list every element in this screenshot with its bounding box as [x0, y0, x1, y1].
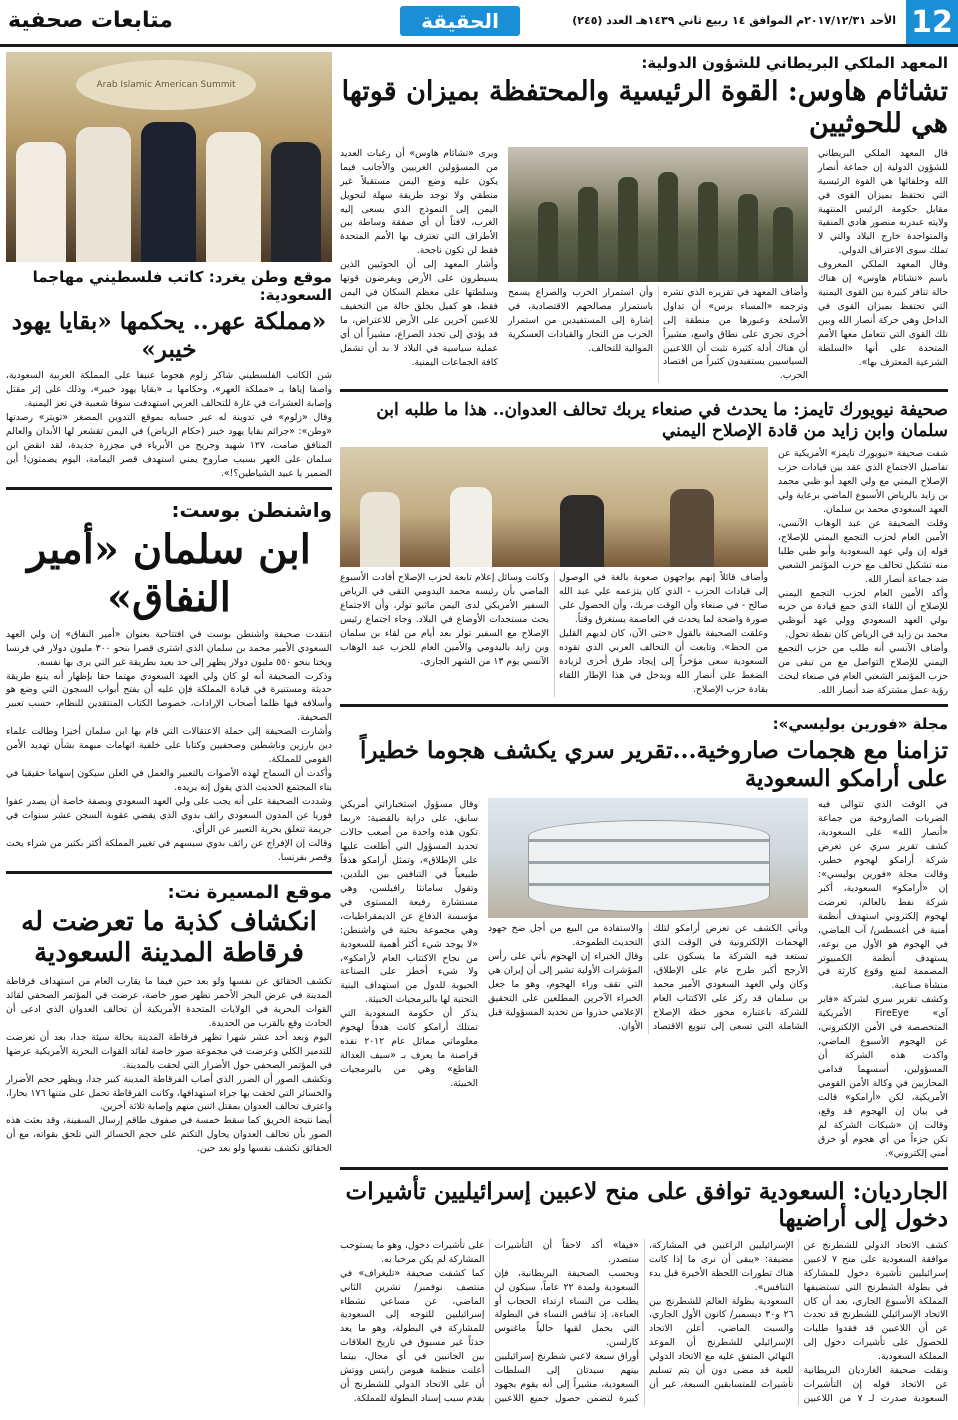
paragraph: قال المعهد الملكي البريطاني للشؤون الدولية إن جماعة أنصار الله وحلفائها هي القوة الرئيسية التي تحتفظ بميزان القوى في مقابل حكومة الرئيس المنتهية ولايته عبدربه منصور هادي المنفية والمتواجدة خارج البلاد والتي لا تملك سوى الاعتراف الدولي.	[818, 147, 948, 257]
article-supertitle: موقع المسيرة نت:	[167, 881, 332, 903]
paragraph: وقال المعهد الملكي المعروف باسم «تشاثام هاوس» إن هناك حالة تنافر كبيرة بين القوى اليمنية التي تحتفظ بميزان القوى في الداخل وهي حركة أنصار الله وبين تلك القوى التي تتعامل معها الأمم المتحدة على أنها «السلطة الشرعية المعترف بها».	[818, 259, 948, 368]
article-almasirah	[6, 882, 332, 1163]
paragraph: وأن استمرار الحرب والصراع يسمح باستمرار مصالحهم الاقتصادية، في إشارة إلى المستفيدين من استمرار الحرب من التجار والقيادات العسكرية الموالية للتحالف.	[508, 286, 653, 354]
paragraph: تكشف الحقائق عن نفسها ولو بعد حين فيما ما يقارب العام من استهداف فرقاطة المدينة في عرض البحر الأحمر تظهر صور خاصة، عرضت في المؤتمر الصحفي لقائد القوات البحرية في الولايات المتحدة الأمريكية أن تحالف العدوان الذي ادعى أن الحادث وقع بالقرب من الحديدة.	[6, 976, 332, 1029]
article-supertitle: مجلة «فورين بوليسي»:	[772, 715, 948, 733]
paragraph: السعودية بطولة العالم للشطرنج بين ٢٦ و٣٠ ديسمبر/ كانون الأول الجاري، والسبت الماضي، أعلن الاتحاد الإسرائيلي للشطرنج أن الموعد النهائي المتفق عليه مع الاتحاد الدولي للعبة قد مضى دون أن يتم تسليم تأشيرات للمتسابقين السبعة، غير أن «فيفا» أكد لاحقاً أن التأشيرات ستصدر.	[494, 1239, 794, 1391]
article-headline: تشاثام هاوس: القوة الرئيسية والمحتفظة بميزان قوتها هي للحوثيين	[341, 76, 948, 140]
article-chatham-house	[340, 54, 948, 392]
paragraph: انتقدت صحيفة واشنطن بوست في افتتاحية بعنوان «أمير النفاق» إن ولي العهد السعودي الأمير محمد بن سلمان الذي اشترى قصرا بنحو ٣٠٠ مليون دولار في فرنسا ويختا بنحو ٥٥٠ مليون دولار يظهر إلى حد بعيد بطريقة غير التي يرى بها نفسه.	[6, 628, 333, 668]
article-body	[6, 628, 332, 865]
paragraph: وأضاف المعهد في تقريره الذي نشره وترجمه «المساء برس» أن تداول الأسلحة وعبورها من منطقة إلى أخرى تجري على نطاق واسع، مشيراً أن هناك أدلة كثيرة تثبت أن اللاعبين السياسيين يستفيدون كثيراً من اقتصاد الحرب.	[663, 286, 808, 382]
photo-column	[488, 798, 808, 1160]
paragraph: ويرى «تشاثام هاوس» أن رغبات العديد من المسؤولين الغربيين والأجانب فيما يكون عليه وضع اليمن مستقبلاً غير منطقي ولا توجد طريقة سهلة لتحويل اليمن إلى النموذج الذي يسعى إليه الغرب، لافتاً أن أي صفقة وساطة بين الأطراف التي تعترف بها الأمم المتحدة فقط لن تكون ناجحة.	[340, 147, 498, 257]
article-headline: تزامنا مع هجمات صاروخية...تقرير سري يكشف هجوما خطيراً على أرامكو السعودية	[359, 737, 948, 792]
paragraph: وقلت الصحيفة عن عبد الوهاب الآنسي، الأمين العام لحزب التجمع اليمني للإصلاح، قوله إن ولي عهد السعودية وأبو ظبي طلبا منه تشكيل تحالف مع حزب المؤتمر الشعبي ضد جماعة أنصار الله.	[778, 517, 948, 585]
article-supertitle: المعهد الملكي البريطاني للشؤون الدولية:	[641, 54, 948, 72]
summit-photo	[6, 52, 332, 262]
article-body	[6, 369, 332, 481]
article-body	[340, 1239, 948, 1406]
dateline: الأحد ٢٠١٧/١٢/٣١م الموافق ١٤ ربيع ثاني ١٤٣٩هـ العدد (٢٤٥)	[572, 14, 896, 27]
article-body	[508, 286, 808, 384]
article-body	[340, 571, 768, 696]
paragraph: وأكد الأمين العام لحزب التجمع اليمني للإصلاح أن اللقاء الذي جمع قيادة من حزبه بولي العهد السعودي وولي عهد أبوظبي محمد بن زايد في الرياض كان نقطة تحول.	[778, 587, 948, 641]
article-supertitle: واشنطن بوست:	[171, 497, 332, 522]
paragraph: أيضا نتيجة الحريق كما سقط خمسة في صفوف طاقم إرسال السفينة، وقد بعثت هذه الصور بأن تحالف العدوان يحاول التكتم على حجم الخسائر التي تلحق بقواته، مع أن الحقائق تكشف نفسها ولو بعد حين.	[6, 1115, 332, 1155]
article-headline: صحيفة نيويورك تايمز: ما يحدث في صنعاء يربك تحالف العدوان.. هذا ما طلبه ابن سلمان وابن زايد من قادة الإصلاح اليمني	[376, 400, 948, 441]
article-headline: «مملكة عهر.. يحكمها «بقايا يهود خيبر»	[11, 308, 327, 363]
article-headline: ابن سلمان «أمير النفاق»	[27, 525, 311, 621]
article-supertitle: موقع وطن يغرد: كاتب فلسطيني مهاجما السعودية:	[32, 268, 332, 304]
left-column	[6, 52, 332, 1170]
paragraph: وذكرت الصحيفة أنه لو كان ولي العهد السعودي مهتما حقا بإظهار أنه يتبع طريقة حديثة ومستنيرة في قيادة المملكة فإن عليه أن يفتح أبواب السجون التي وضع هو وأسلافه فيها ظلما أصحاب الإرادات، خصوصا الكتاب المنتقدين للنظام، حسب تعبير الصحيفة.	[6, 670, 332, 724]
main-column	[340, 52, 948, 1420]
article-foreign-policy	[340, 715, 948, 1170]
article-body	[340, 147, 498, 384]
newspaper-logo: الحقيقة	[400, 6, 520, 36]
article-headline: انكشاف كذبة ما تعرضت له فرقاطة المدينة السعودية	[21, 906, 317, 968]
paragraph: وأشار المعهد إلى أن الحوثيين الذين يسيطرون على الأرض ويفرضون قوتها وسلطتها على معظم السكان في اليمن فقط، هو كفيل بخلق حالة من التخفيف للاعبين آخرين على الأرض للاعتراض، ما قد يؤدي إلى تجدد الصراع، مشيراً أن أي عملية سياسية في البلاد لا بد أن تشمل كافة الجماعات اليمنية.	[340, 259, 498, 368]
paragraph: كما كشفت صحيفة «تليغراف» في منتصف نوفمبر/ تشرين الثاني الماضي، عن مساعي نشطاء إسرائيليين للتوجه إلى السعودية للمشاركة في البطولة، وهو ما يعد حدثاً غير مسبوق في تاريخ العلاقات بين الجانبين في أي مجال، بينما أعلنت منظمة هيومن رايتس ووتش أن على الاتحاد الدولي للشطرنج أن يقدم سبب إسناد البطولة للمملكة.	[340, 1267, 485, 1405]
article-guardian	[340, 1178, 948, 1412]
paragraph: وعلقت الصحيفة بالقول «حتى الآن، كان لديهم القليل من الحظ». وتابعت أن التحالف العربي الذي تقوده السعودية سعى مؤخراً إلى إيجاد طرق أخرى لزيادة الضغط على أنصار الله ويدخل في هذا الإطار اللقاء بقادة حزب الإصلاح.	[559, 627, 768, 695]
paragraph: اليوم وبعد أحد عشر شهرا تظهر فرقاطة المدينة بحالة سيئة جدا، بعد أن تعرضت للتدمير الكلي وعرضت في مجموعة صور خاصة لقائد القوات البحرية الأمريكية عرضها في المؤتمر الصحفي حول الأضرار التي لحقت بالمدينة.	[6, 1031, 332, 1071]
article-washington-post	[6, 498, 332, 874]
paragraph: شفت صحيفة «نيويورك تايمز» الأمريكية عن تفاصيل الاجتماع الذي عقد بين قيادات حزب الإصلاح اليمني مع ولي العهد أبو ظبي محمد بن زايد بالرياض الأسبوع الماضي برعاية ولي العهد السعودي محمد بن سلمان.	[778, 448, 948, 515]
paragraph: ويأتي الكشف عن تعرض أرامكو لتلك الهجمات الإلكترونية في الوقت الذي تستعد فيه الشركة ما يسكون على الأرجح أكبر طرح عام على الإطلاق، وكان ولي العهد السعودي الأمير محمد بن سلمان قد ركز على الاكتتاب العام للشركة باعتباره محور خطة الإصلاح الشاملة التي تسعى إلى تنويع الاقتصاد والاستفادة من البيع من أجل ضخ جهود التحديث الطموحة.	[488, 923, 808, 1032]
paragraph: وقال الخبراء إن الهجوم يأتي على رأس المؤشرات الأولية تشير إلى أن إيران هي التي تقف وراء الهجوم، وهو ما جعل الخبراء الآخرين المطلعين على التحقيق الإعلامي حذروا من تحديد المسؤولية قبل الأوان.	[488, 951, 643, 1032]
military-parade-photo	[508, 147, 808, 282]
photo-column	[508, 147, 808, 384]
paragraph: يذكر أن حكومة السعودية التي تمتلك أرامكو كانت هدفاً لهجوم معلوماتي مماثل عام ٢٠١٢ نفذه قراصنة ما يعرف بـ «سيف العدالة القاطع» وهي من بالبرمجيات الخبيثة.	[340, 1008, 479, 1089]
paragraph: وشددت الصحيفة على أنه يجب على ولي العهد السعودي وبصفة خاصة أن يصدر عفوا فوريا عن المدون السعودي رائف بدوي الذي يقضي عقوبة السجن عشر سنوات في جريمة تتعلق بحرية التعبير عن الرأي.	[6, 795, 332, 835]
paragraph: وقالت إن الإفراج عن رائف بدوي سيسهم في تغيير المملكة أكثر بكثير من شراء يخت وقصر بفرنسا.	[6, 837, 332, 863]
paragraph: وقال مسؤول استخباراتي أمريكي سابق، على دراية بالقضية: «ربما تكون هذه واحدة من أصعب حالات تحديد المسؤول التي أطلعت عليها على الإطلاق»، وتمثل أرامكو هدفاً طبيعياً في التنافس بين البلدين، وتقول سامانثا رافيلسن، وهي مستشارة رفيعة المستوى في مؤسسة الدفاع عن الديمقراطيات، وهي مجموعة بحثية في واشنطن: «لا يوجد شيء أكثر أهمية للسعودية من نجاح الاكتتاب العام لأرامكو»، ولا شيء أخطر على الصناعة الحيوية للدول من استهداف البنية التحتية لها بالبرمجيات الخبيثة.	[340, 799, 478, 1006]
oil-tank-illustration	[528, 820, 770, 912]
aramco-tank-photo	[488, 798, 808, 918]
article-body	[340, 798, 478, 1160]
summit-banner: Arab Islamic American Summit	[76, 60, 256, 110]
paragraph: ونقلت صحيفة الغارديان البريطانية عن الاتحاد قوله إن التأشيرات السعودية صدرت لـ ٧ من اللاعبين الإسرائيليين الراغبين في المشاركة، مضيفة: «يبقى أن نرى ما إذا كانت هناك تطورات اللحظة الأخيرة قبل بدء التنافس».	[649, 1239, 948, 1405]
article-body	[6, 975, 332, 1156]
photo-column	[340, 447, 768, 698]
article-body	[488, 922, 808, 1034]
paragraph: أوراق سبعة لاعبي شطرنج إسرائيليين بينهم سيدتان إلى السلطات السعودية، مشيراً إلى أنه يقوم بجهود كبيرة لتضمن حصول جميع اللاعبين على تأشيرات دخول، وهو ما يستوجب المشاركة لم يكن مرحبا به.	[340, 1239, 639, 1405]
paragraph: في الوقت الذي تتوالى فيه الضربات الصاروخية من جماعة «أنصار الله» على السعودية، كشف تقرير سري عن تعرض شركة أرامكو لهجوم خطير، وقالت مجلة «فورين بوليسي»: إن «أرامكو» السعودية، أكبر شركة نفط بالعالم، تعرضت لهجوم إلكتروني استهدف أنظمة أمنية في أغسطس/ آب الماضي، في الهجوم هو الأول من نوعه، يستهدف أنظمة الكمبيوتر المصممة لمنع وقوع كارثة في منشأة صناعية.	[818, 799, 948, 992]
paragraph: وكانت وسائل إعلام تابعة لحزب الإصلاح أفادت الأسبوع الماضي بأن رئيسه محمد اليدومي التقى في الرياض السفير الأمريكي لدى اليمن ماثيو تولر، وأن الاجتماع بحث مستجدات الأوضاع في البلاد. وجاء اجتماع رئيس الإصلاح مع السفير تولر بعد أيام من لقاء بن سلمان وبن زايد باليدومي والأمين العام للحزب عبد الوهاب الآنسي يوم ١٣ من الشهر الجاري.	[340, 572, 549, 667]
paragraph: وتكشف الصور أن الضرر الذي أصاب الفرقاطة المدينة كبير جدا، ويظهر حجم الأضرار والخسائر التي لحقت بها جراء استهدافها، وكانت الفرقاطة تحمل على متنها ١٧٦ بحارا، واعترف تحالف العدوان بمقتل اثنين منهم وإصابة ثلاثة آخرين.	[6, 1073, 332, 1113]
paragraph: وأضاف الآنسي أنه طلب من حزب التجمع اليمني للإصلاح التواصل مع من تبقى من حزب المؤتمر الشعبي العام في صنعاء لبحث رؤية عمل مشتركة ضد أنصار الله.	[778, 643, 948, 697]
paragraph: وأكدت أن السماح لهذه الأصوات بالتعبير والعمل في العلن سيكون إسهاما حقيقيا في بناء المجتمع الحديث الذي يقول إنه يريده.	[6, 768, 332, 793]
paragraph: كشف الاتحاد الدولي للشطرنج عن موافقة السعودية على منح ٧ لاعبين إسرائيليين تأشيرة دخول للمشاركة في بطولة الشطرنج التي تستضيفها المملكة الأسبوع الجاري، بعد أن كان الاتحاد الإسرائيلي للشطرنج قد تحدث عن أن اللاعبين قد فقدوا طلبات للحصول على تأشيرات دخول إلى المملكة السعودية.	[803, 1239, 949, 1363]
paragraph: وكشف تقرير سري لشركة «فاير آي» FireEye الأمريكية المتخصصة في الأمن الإلكتروني، عن الهجوم الأسبوع الماضي، واكدت هذه الشركة أن المسؤولين، أسسهما قدامى المحاربين في وكالة الأمن القومي الأمريكية، لكن «أرامكو» قالت في بيان إن الهجوم قد وقع، وقالت إن «شبكات الشركة لم تكن جزءاً من أي هجوم أو خرق أمني إلكتروني».	[818, 994, 948, 1159]
article-watan	[6, 52, 332, 490]
paragraph: شن الكاتب الفلسطيني شاكر زلوم هجوما عنيفا على المملكة العربية السعودية، واصفا إياها بـ «مملكة العهر»، وحكامها بـ «بقايا يهود خيبر»، وذلك على إثر مقتل وإصابة العشرات في غارة للتحالف العربي استهدفت سوقا شعبية في تعز اليمنية.	[6, 370, 332, 410]
paragraph: وبحسب الصحيفة البريطانية، فإن السعودية ولمدة ٢٢ عاماً، سيكون لن يطلب من النساء ارتداء الحجاب أو العباءة، إذ تنافس النساء في البطولة التي يحمل لقبها حالياً ماغنوس كارلسن.	[494, 1267, 639, 1349]
paragraph: وقال «زلوم» في تدوينة له عبر حسابه بموقع التدوين المصغر «تويتر» رصدتها «وطن»: «جرائم بقايا يهود خيبر (حكام الرياض) في اليمن تقشعر لها الأبدان والعالم المنافق صامت، ١٢٧ شهيد وجريح من الأبرياء في مجزرة جديدة، لقد انقض ابن سلمان على العهر بسبب صاروخ يمني استهدف قصر اليمامة، اليوم يصمتون! أين الضمير يا عبيد الشياطين؟!».	[6, 412, 333, 479]
page-header	[0, 0, 958, 47]
article-body	[818, 798, 948, 1160]
paragraph: وأضاف قائلاً إنهم يواجهون صعوبة بالغة في الوصول إلى قيادات الحزب - الذي كان يتزعمه علي عبد الله صالح - في صنعاء وأن الوقت مربك، وأن الحصول على صورة واضحة لما يحدث في العاصمة يستغرق وقتاً.	[559, 572, 768, 625]
page-number: 12	[906, 0, 958, 44]
paragraph: وأشارت الصحيفة إلى حملة الاعتقالات التي قام بها ابن سلمان أخيرا وطالت علماء دين بارزين وناشطين وصحفيين وكتابا على خلفية اتهامات مبهمة بشأن تهديد الأمن القومي للمملكة.	[6, 726, 332, 766]
article-body	[778, 447, 948, 698]
meeting-photo	[340, 447, 768, 567]
section-title: متابعات صحفية	[8, 8, 173, 33]
article-body	[818, 147, 948, 384]
article-nyt	[340, 400, 948, 707]
article-headline: الجارديان: السعودية توافق على منح لاعبين إسرائيليين تأشيرات دخول إلى أراضيها	[345, 1177, 948, 1233]
